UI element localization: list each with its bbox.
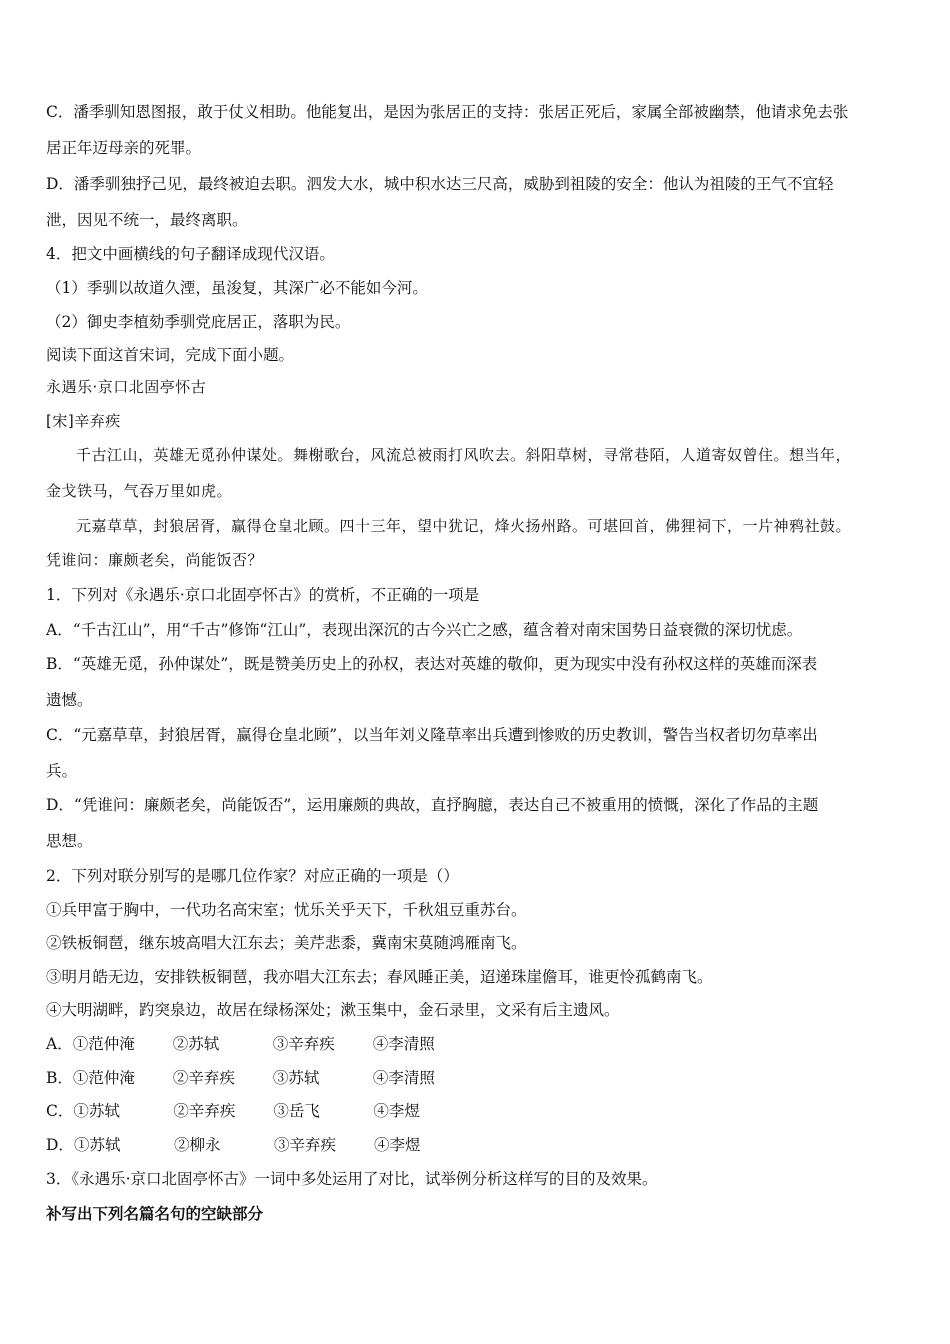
q4-item-1: （1）季驯以故道久湮，虽浚复，其深广必不能如今河。 — [46, 279, 428, 297]
option-item: ④李清照 — [372, 1035, 435, 1053]
sub2-couplet-2: ②铁板铜琶，继东坡高唱大江东去；美芹悲黍，冀南宋莫随鸿雁南飞。 — [46, 934, 527, 952]
option-label: C． — [46, 1102, 74, 1120]
option-label: A． — [46, 1035, 73, 1053]
sub1-stem: 1．下列对《永遇乐·京口北固亭怀古》的赏析，不正确的一项是 — [46, 586, 480, 604]
sub2-couplet-1: ①兵甲富于胸中，一代功名高宋室；忧乐关乎天下，千秋俎豆重苏台。 — [46, 901, 527, 919]
option-item: ④李煜 — [373, 1102, 420, 1120]
option-item: ④李清照 — [372, 1069, 435, 1087]
poem-author: [宋]辛弃疾 — [46, 412, 121, 430]
option-item: ①范仲淹 — [72, 1069, 135, 1087]
sub1-option-d-line2: 思想。 — [46, 832, 93, 850]
sub2-option-a — [46, 1034, 473, 1054]
sub1-option-b-line1: B．“英雄无觅，孙仲谋处”，既是赞美历史上的孙权，表达对英雄的敬仰，更为现实中没有孙权这样的英雄而深表 — [46, 655, 818, 673]
option-item: ①苏轼 — [73, 1102, 120, 1120]
option-item: ③辛弃疾 — [273, 1136, 336, 1154]
sub2-option-c — [46, 1101, 473, 1121]
sub2-couplet-3: ③明月皓无边，安排铁板铜琶，我亦唱大江东去；春风睡正美，迢递珠崖儋耳，谁更怜孤鹤南飞。 — [46, 968, 713, 986]
option-item: ②辛弃疾 — [172, 1069, 235, 1087]
q3-option-d-line2: 泄，因见不统一，最终离职。 — [46, 211, 248, 229]
option-item: ①范仲淹 — [72, 1035, 135, 1053]
option-item: ②柳永 — [173, 1136, 221, 1154]
q3-option-d-line1: D．潘季驯独抒己见，最终被迫去职。泗发大水，城中积水达三尺高，威胁到祖陵的安全：他认为祖陵的王气不宜轻 — [46, 175, 834, 193]
option-item: ③岳飞 — [273, 1102, 320, 1120]
sub1-option-c-line1: C．“元嘉草草，封狼居胥，赢得仓皇北顾”，以当年刘义隆草率出兵遭到惨败的历史教训，警告当权者切勿草率出 — [46, 726, 818, 744]
option-label: B． — [46, 1069, 73, 1087]
q3-option-c-line2: 居正年迈母亲的死罪。 — [46, 139, 202, 157]
q4-stem: 4．把文中画横线的句子翻译成现代汉语。 — [46, 245, 335, 263]
sub1-option-a: A．“千古江山”，用“千古”修饰“江山”，表现出深沉的古今兴亡之感，蕴含着对南宋国势日益衰微的深切忧虑。 — [46, 621, 803, 639]
q3-option-c-line1: C．潘季驯知恩图报，敢于仗义相助。他能复出，是因为张居正的支持：张居正死后，家属全部被幽禁，他请求免去张 — [46, 103, 849, 121]
option-item: ③苏轼 — [272, 1069, 320, 1087]
sub1-option-b-line2: 遗憾。 — [46, 691, 93, 709]
poem-intro: 阅读下面这首宋词，完成下面小题。 — [46, 346, 295, 364]
option-item: ③辛弃疾 — [272, 1035, 335, 1053]
sub2-couplet-4: ④大明湖畔，趵突泉边，故居在绿杨深处；漱玉集中，金石录里，文采有后主遗风。 — [46, 1001, 620, 1019]
q4-item-2: （2）御史李植劾季驯党庇居正，落职为民。 — [46, 313, 351, 331]
sub2-stem: 2．下列对联分别写的是哪几位作家？对应正确的一项是（） — [46, 867, 459, 885]
poem-paragraph-1-line1: 千古江山，英雄无觅孙仲谋处。舞榭歌台，风流总被雨打风吹去。斜阳草树，寻常巷陌，人道寄奴曾住。想当年， — [76, 446, 852, 464]
section-heading: 补写出下列名篇名句的空缺部分 — [46, 1205, 264, 1223]
option-item: ①苏轼 — [73, 1136, 121, 1154]
sub2-option-b — [46, 1068, 473, 1088]
sub1-option-c-line2: 兵。 — [46, 762, 78, 780]
sub1-option-d-line1: D．“凭谁问：廉颇老矣，尚能饭否”，运用廉颇的典故，直抒胸臆，表达自己不被重用的愤慨，深化了作品的主题 — [46, 796, 819, 814]
poem-title: 永遇乐·京口北固亭怀古 — [46, 378, 207, 396]
sub3-stem: 3．《永遇乐·京口北固亭怀古》一词中多处运用了对比，试举例分析这样写的目的及效果。 — [46, 1170, 658, 1188]
poem-paragraph-2-line2: 凭谁问：廉颇老矣，尚能饭否？ — [46, 551, 264, 569]
option-item: ②苏轼 — [172, 1035, 220, 1053]
poem-paragraph-2-line1: 元嘉草草，封狼居胥，赢得仓皇北顾。四十三年，望中犹记，烽火扬州路。可堪回首，佛狸祠下，一片神鸦社鼓。 — [76, 517, 852, 535]
sub2-option-d — [46, 1135, 474, 1155]
option-label: D． — [46, 1136, 74, 1154]
option-item: ②辛弃疾 — [173, 1102, 236, 1120]
poem-paragraph-1-line2: 金戈铁马，气吞万里如虎。 — [46, 482, 233, 500]
option-item: ④李煜 — [373, 1136, 421, 1154]
